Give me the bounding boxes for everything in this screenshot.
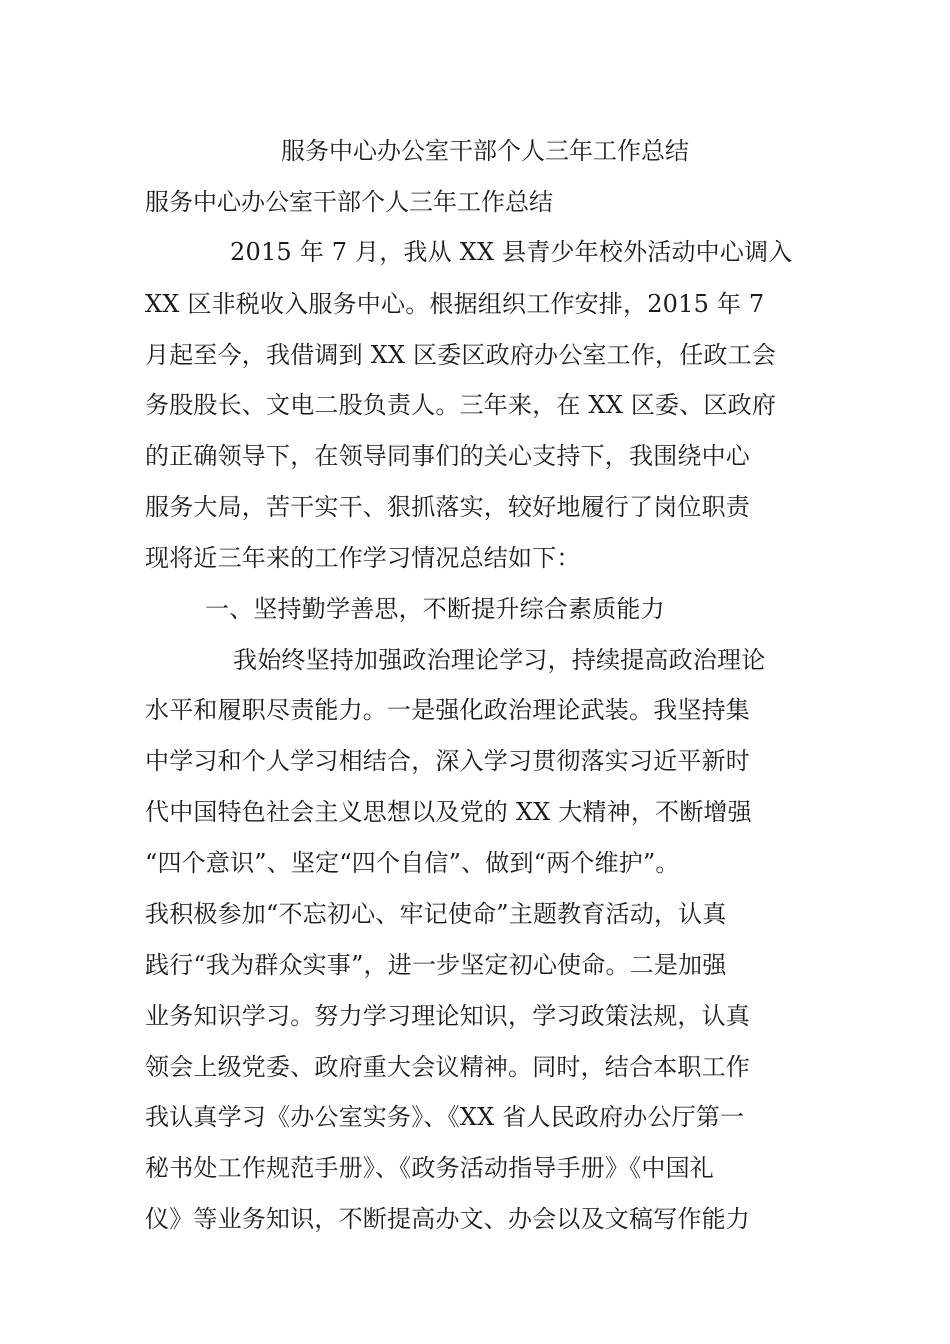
paragraph-line: 领会上级党委、政府重大会议精神。同时，结合本职工作 — [145, 1053, 750, 1081]
paragraph-line: 秘书处工作规范手册》、《政务活动指导手册》《中国礼 — [145, 1154, 714, 1182]
paragraph-line: 仪》等业务知识，不断提高办文、办会以及文稿写作能力 — [145, 1205, 750, 1233]
paragraph-line: 2015 年 7 月，我从 XX 县青少年校外活动中心调入 — [230, 238, 793, 266]
paragraph-line: 我始终坚持加强政治理论学习，持续提高政治理论 — [233, 646, 766, 674]
paragraph-line: “四个意识”、坚定“四个自信”、做到“两个维护”。 — [145, 849, 680, 877]
paragraph-line: 现将近三年来的工作学习情况总结如下： — [145, 544, 581, 572]
paragraph-line: 我认真学习《办公室实务》、《XX 省人民政府办公厅第一 — [145, 1103, 745, 1131]
paragraph-line: 服务大局，苦干实干、狠抓落实，较好地履行了岗位职责 — [145, 493, 750, 521]
paragraph-line: 水平和履职尽责能力。一是强化政治理论武装。我坚持集 — [145, 696, 750, 724]
paragraph-line: 业务知识学习。努力学习理论知识，学习政策法规，认真 — [145, 1002, 750, 1030]
paragraph-line: 代中国特色社会主义思想以及党的 XX 大精神，不断增强 — [145, 798, 752, 826]
paragraph-line: 月起至今，我借调到 XX 区委区政府办公室工作，任政工会 — [145, 341, 777, 369]
paragraph-line: 的正确领导下，在领导同事们的关心支持下，我围绕中心 — [145, 442, 750, 470]
section-heading: 一、坚持勤学善思，不断提升综合素质能力 — [205, 595, 665, 623]
document-title: 服务中心办公室干部个人三年工作总结 — [281, 137, 689, 165]
paragraph-line: 务股股长、文电二股负责人。三年来，在 XX 区委、区政府 — [145, 391, 777, 419]
document-subtitle: 服务中心办公室干部个人三年工作总结 — [145, 188, 553, 216]
paragraph-line: XX 区非税收入服务中心。根据组织工作安排，2015 年 7 — [145, 290, 765, 318]
paragraph-line: 我积极参加“不忘初心、牢记使命”主题教育活动，认真 — [145, 900, 727, 928]
paragraph-line: 践行“我为群众实事”，进一步坚定初心使命。二是加强 — [145, 951, 727, 979]
paragraph-line: 中学习和个人学习相结合，深入学习贯彻落实习近平新时 — [145, 747, 750, 775]
